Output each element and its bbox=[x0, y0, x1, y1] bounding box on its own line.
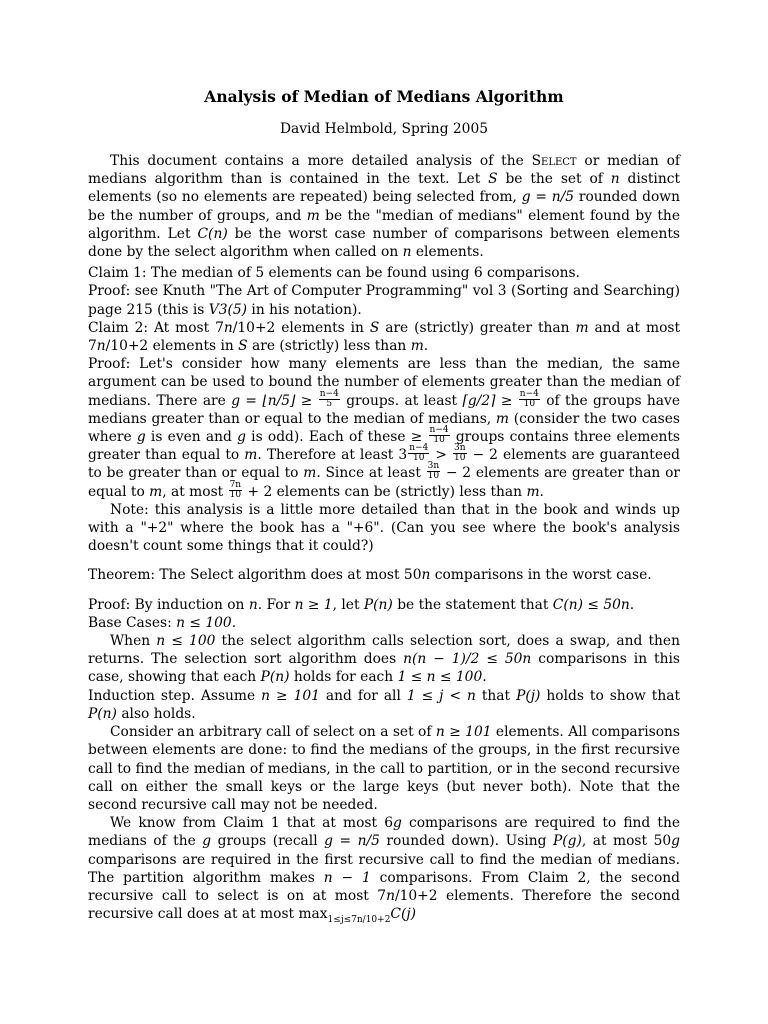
induction-step: Induction step. Assume n ≥ 101 and for all 1 ≤ j < n that P(j) holds to show that P(n) also holds. bbox=[88, 687, 681, 722]
fraction: $\frac{7n}{10}$ bbox=[229, 479, 242, 500]
document-title: Analysis of Median of Medians Algorithm bbox=[204, 87, 564, 106]
fraction: $\frac{n-4}{5}$ bbox=[319, 388, 339, 409]
base-case-paragraph: When n ≤ 100 the select algorithm calls selection sort, does a swap, and then returns. The selection sort algorithm does n(n − 1)/2 ≤ 50n comparisons in this case, showing that each P(n) holds for each 1 ≤ n ≤ 100. bbox=[88, 633, 680, 686]
document-body bbox=[88, 152, 680, 923]
author-line: David Helmbold, Spring 2005 bbox=[279, 121, 489, 137]
theorem: Theorem: The Select algorithm does at most 50n comparisons in the worst case. bbox=[88, 567, 652, 584]
proof-2: Proof: Let's consider how many elements are less than the median, the same argument can be used to bound the number of elements greater than the median of medians. There are g = ⌊n/5⌋ ≥ $\frac{n-4}{5}$ groups. at least ⌈g/2⌉ ≥ $\frac{n-4}{10}$ of the groups have medians greater than or equal to the median of medians, m (consider the two cases where g is even and g is odd). Each of these ≥ $\frac{n-4}{10}$ groups contains three elements greater than equal to m. Therefore at least 3 $\frac{n-4}{10}$ > $\frac{3n}{10}$ − 2 elements are guaranteed to be greater than or equal to m. Since at least $\frac{3n}{10}$ − 2 elements are greater than or equal to m, at most $\frac{7n}{10}$ + 2 elements can be (strictly) less than m. bbox=[88, 356, 680, 500]
claim-2: Claim 2: At most 7n/10+2 elements in S are (strictly) greater than m and at most 7n/10+2 elements in S are (strictly) less than m. bbox=[88, 319, 681, 355]
consider-paragraph: Consider an arbitrary call of select on a set of n ≥ 101 elements. All comparisons between elements are done: to find the medians of the groups, in the first recursive call to find the median of medians, in the call to partition, or in the second recursive call on either the small keys or the large keys (but never both). Note that the second recursive call may not be needed. bbox=[88, 724, 680, 813]
proof-1: Proof: see Knuth "The Art of Computer Programming" vol 3 (Sorting and Searching) page 215 (this is V3(5) in his notation). bbox=[88, 283, 680, 318]
fraction: $\frac{3n}{10}$ bbox=[453, 443, 466, 464]
fraction: $\frac{n-4}{10}$ bbox=[519, 388, 539, 409]
intro-paragraph: This document contains a more detailed analysis of the Select or median of medians algorithm than is contained in the text. Let S be the set of n distinct elements (so no elements are repeated) being selected from, g = n/5 rounded down be the number of groups, and m be the "median of medians" element found by the algorithm. Let C(n) be the worst case number of comparisons between elements done by the select algorithm when called on n elements. bbox=[88, 153, 681, 261]
note-paragraph: Note: this analysis is a little more detailed than that in the book and winds up with a "+2" where the book has a "+6". (Can you see where the book's analysis doesn't count some things that it could?) bbox=[88, 501, 680, 555]
fraction: $\frac{3n}{10}$ bbox=[427, 461, 440, 482]
fraction: $\frac{n-4}{10}$ bbox=[409, 443, 429, 464]
proof-3: Proof: By induction on n. For n ≥ 1, let P(n) be the statement that C(n) ≤ 50n. bbox=[88, 596, 635, 613]
base-cases: Base Cases: n ≤ 100. bbox=[88, 614, 237, 631]
fraction: $\frac{n-4}{10}$ bbox=[429, 425, 449, 446]
we-know-paragraph: We know from Claim 1 that at most 6g comparisons are required to find the medians of the g groups (recall g = n/5 rounded down). Using P(g), at most 50g comparisons are required in the first recursive call to find the median of medians. The partition algorithm makes n − 1 comparisons. From Claim 2, the second recursive call to select is on at most 7n/10+2 elements. Therefore the second recursive call does at at most $\max_{1\le j\le 7n/10+2}C(j)$ bbox=[88, 815, 680, 925]
claim-1: Claim 1: The median of 5 elements can be found using 6 comparisons. bbox=[88, 265, 580, 282]
